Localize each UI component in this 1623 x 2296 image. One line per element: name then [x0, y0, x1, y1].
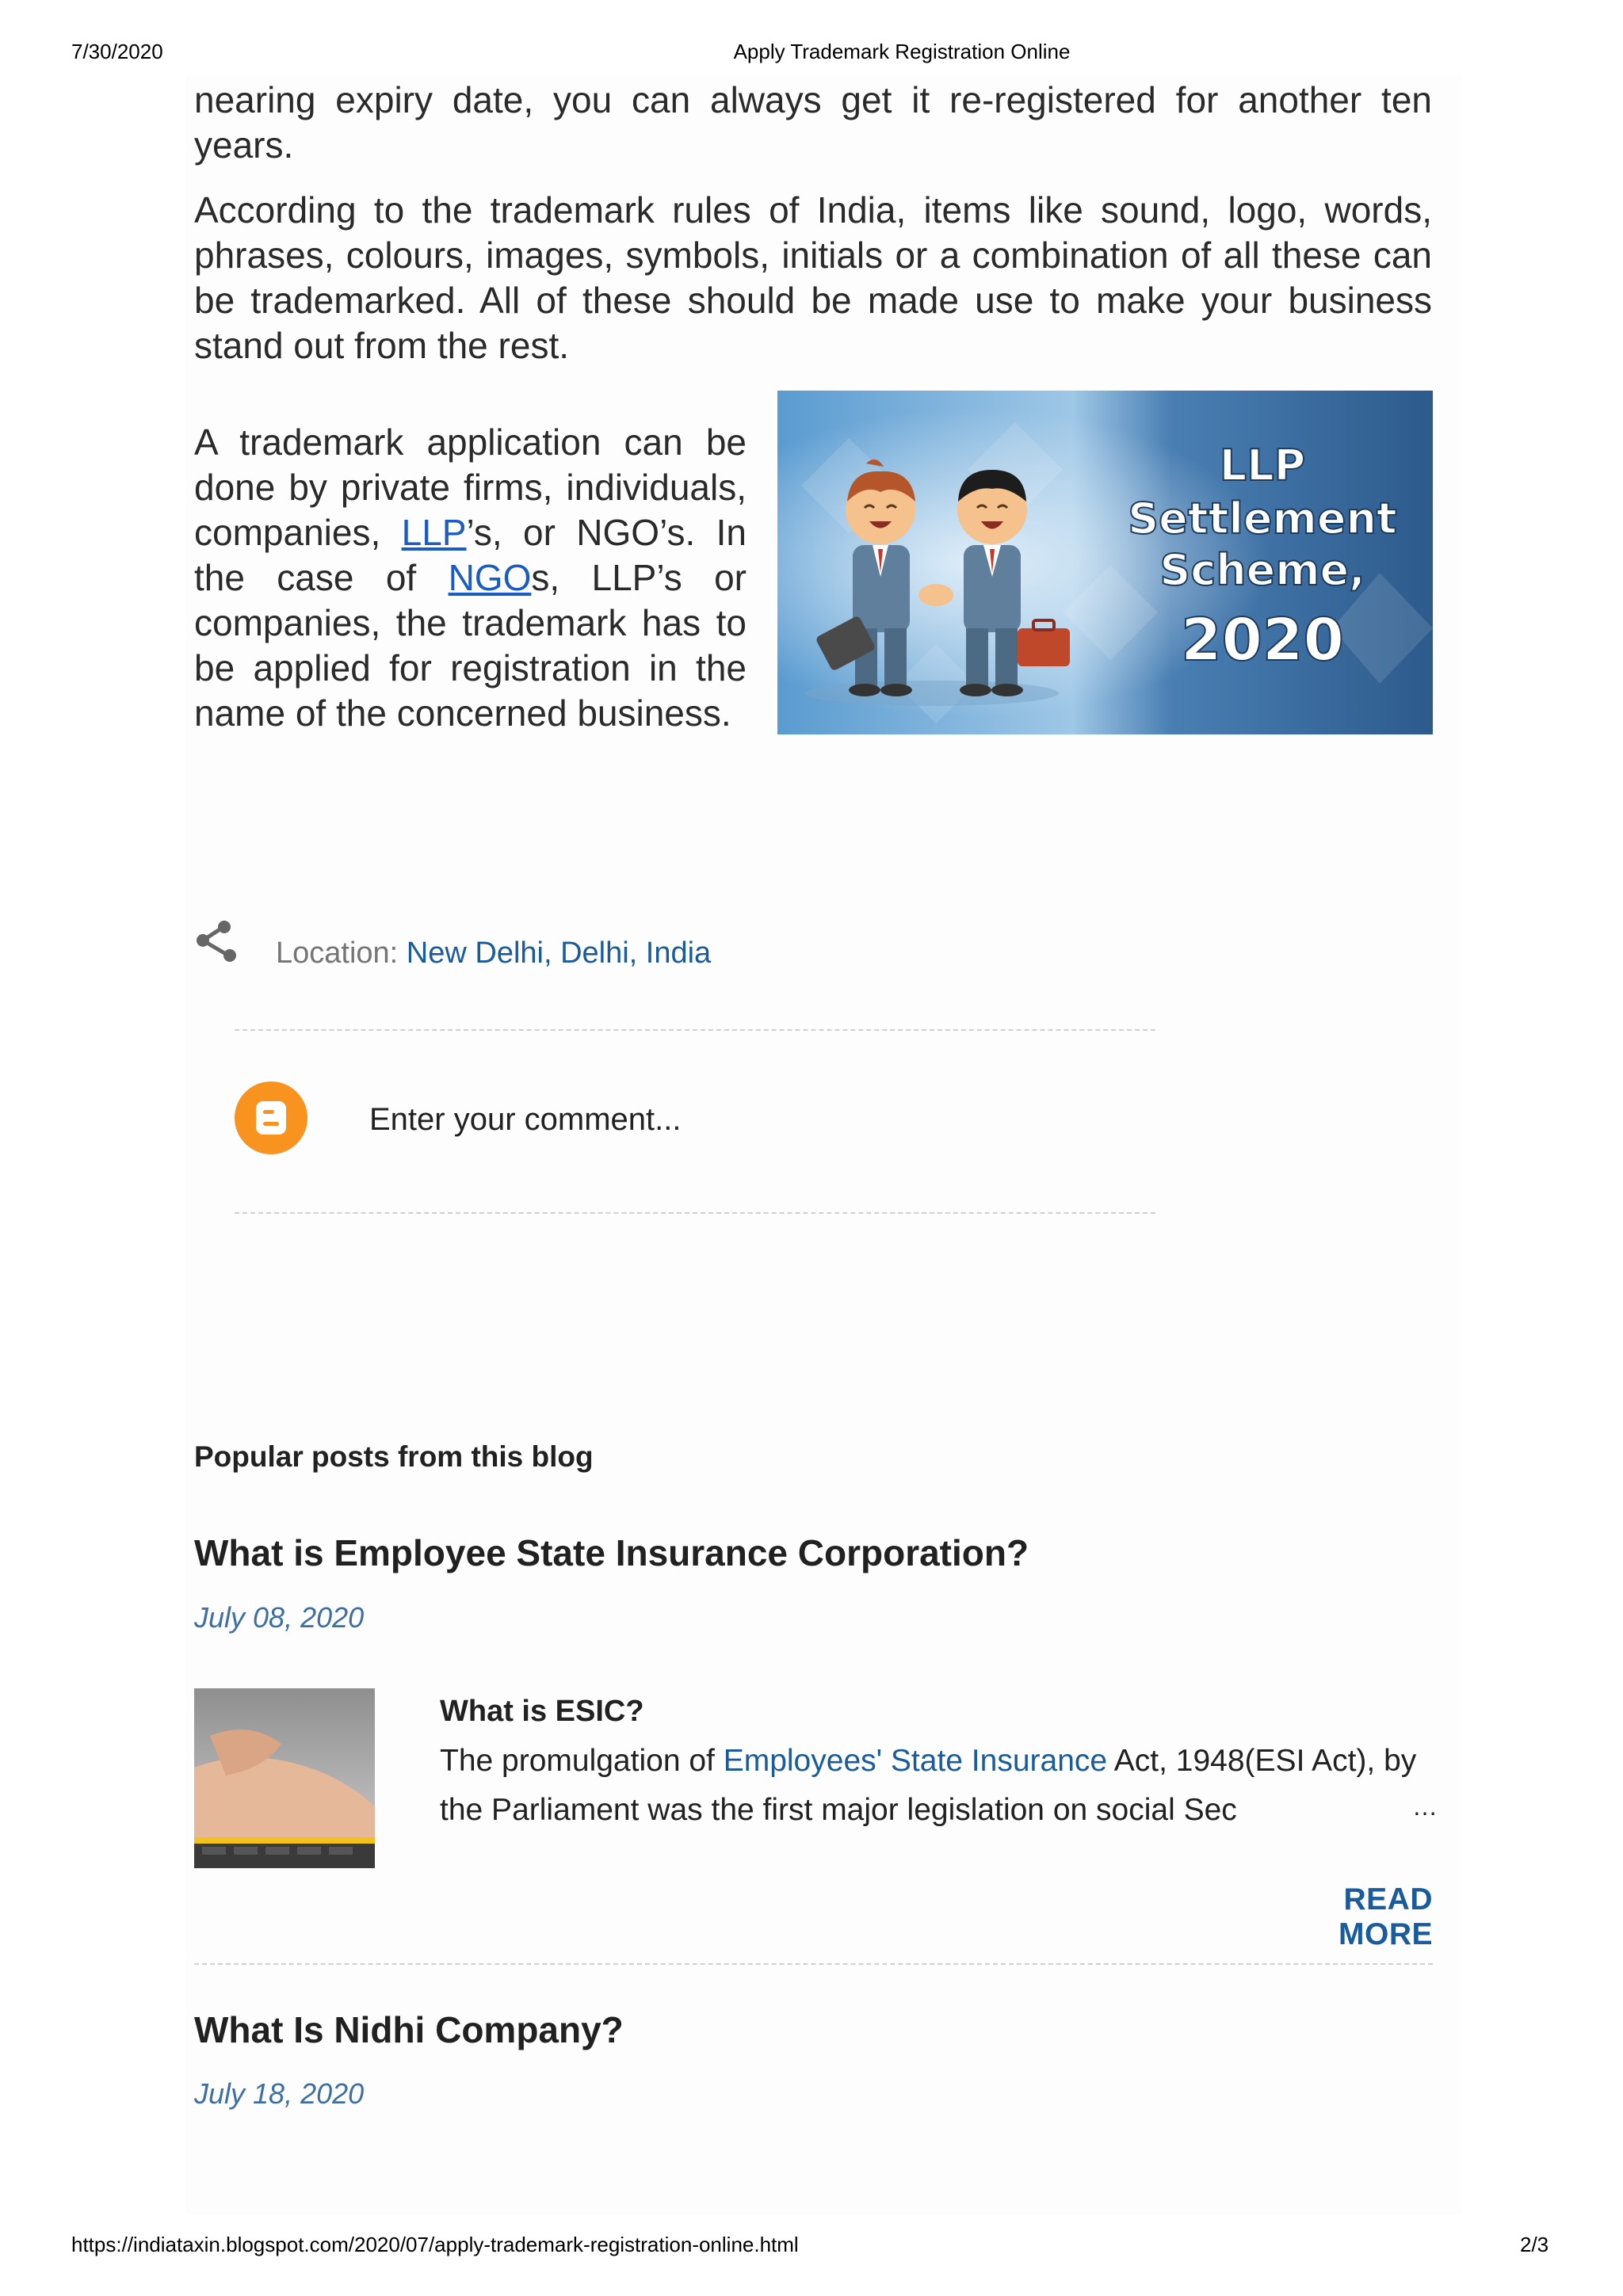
comment-top-divider: [235, 1029, 1155, 1031]
location-label: Location:: [276, 936, 407, 970]
snippet-ellipsis: …: [1412, 1792, 1438, 1821]
promo-line-2: Settlement: [1128, 494, 1397, 543]
typing-hands-image: [194, 1688, 375, 1868]
post-divider: [194, 1963, 1433, 1965]
promo-illustration: [777, 391, 1433, 734]
para3-text-c: s, LLP’s or companies, the trademark has to be applied for registration in the name of the concerned business.: [194, 557, 747, 734]
popular-posts-heading: Popular posts from this blog: [194, 1440, 594, 1473]
llp-settlement-scheme-image[interactable]: [777, 391, 1433, 734]
ngo-link[interactable]: NGO: [448, 557, 532, 598]
article-paragraph-2: According to the trademark rules of India, items like sound, logo, words, phrases, colours, images, symbols, initials or a combination of all these can be trademarked. All of these should be made use to make your business stand out from the rest.: [194, 189, 1432, 366]
snippet-text-b: Act, 1948(ESI Act), by the Parliament was the first major legislation on social Sec: [440, 1744, 1417, 1827]
comment-bottom-divider: [235, 1212, 1155, 1214]
promo-line-3: Scheme,: [1159, 545, 1365, 595]
read-more-button[interactable]: READ MORE: [1338, 1882, 1433, 1951]
print-date: 7/30/2020: [71, 40, 163, 63]
post-date-1: July 08, 2020: [194, 1601, 365, 1634]
location-row: [276, 936, 711, 971]
post-date-2: July 18, 2020: [194, 2077, 365, 2110]
para3-text-b: ’s, or NGO’s. In the case of: [194, 512, 747, 598]
blogger-avatar-icon: [235, 1081, 307, 1154]
snippet-heading: What is ESIC?: [440, 1695, 644, 1728]
post-thumbnail-1[interactable]: [194, 1688, 375, 1868]
print-header: [0, 40, 1623, 67]
print-url: https://indiataxin.blogspot.com/2020/07/apply-trademark-registration-online.html: [71, 2233, 799, 2256]
esi-link[interactable]: Employees' State Insurance: [723, 1744, 1108, 1778]
print-page-title: Apply Trademark Registration Online: [733, 40, 1071, 63]
article-paragraph-1: nearing expiry date, you can always get it re-registered for another ten years.: [194, 79, 1432, 166]
llp-link[interactable]: LLP: [401, 512, 467, 553]
post-title-2[interactable]: What Is Nidhi Company?: [194, 2009, 624, 2050]
post-title-1[interactable]: What is Employee State Insurance Corporation?: [194, 1532, 1029, 1573]
location-link[interactable]: New Delhi, Delhi, India: [406, 936, 712, 970]
article-paragraph-3: [194, 420, 747, 736]
print-page-number: 2/3: [1520, 2233, 1549, 2256]
promo-line-4: 2020: [1181, 606, 1344, 674]
promo-line-1: LLP: [1219, 441, 1306, 490]
share-icon[interactable]: [194, 919, 239, 963]
print-footer: [0, 2233, 1623, 2260]
snippet-text-a: The promulgation of: [440, 1744, 724, 1778]
comment-input[interactable]: [369, 1096, 1083, 1143]
comment-box: [235, 1081, 1155, 1161]
para3-text-a: A trademark application can be done by private firms, individuals, companies,: [194, 421, 747, 553]
post-snippet-1: [440, 1737, 1433, 1835]
